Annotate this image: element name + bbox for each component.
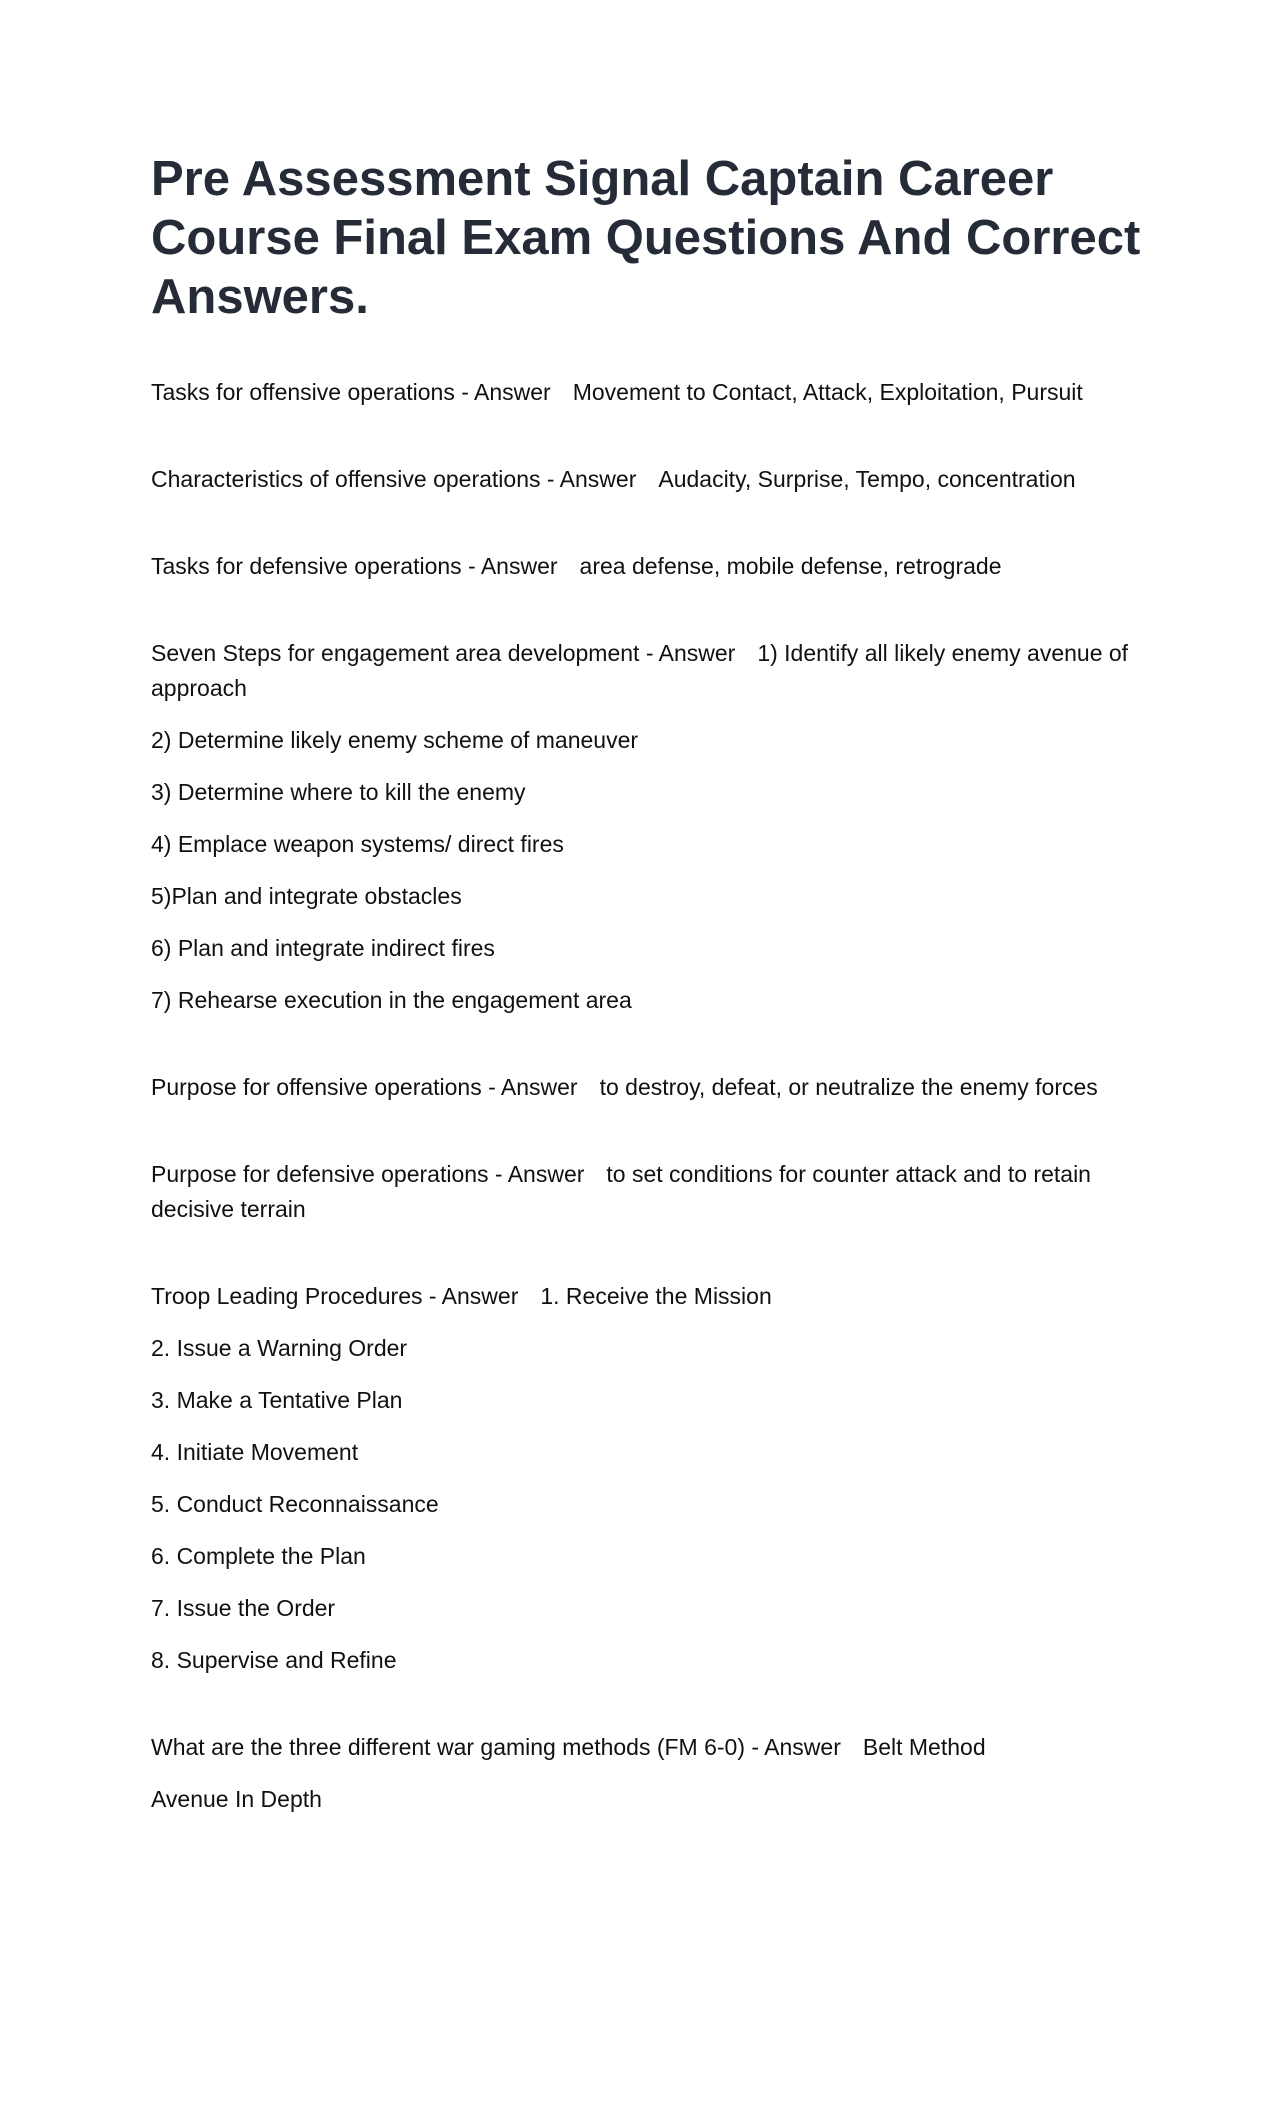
qa-item — [151, 375, 1141, 410]
document-title: Pre Assessment Signal Captain Career Course Final Exam Questions And Correct Answers. — [151, 152, 1141, 324]
question-text: Tasks for offensive operations - Answer — [151, 379, 551, 405]
answer-line: 2) Determine likely enemy scheme of maneuver — [151, 727, 639, 753]
qa-first-line — [151, 1730, 1141, 1765]
qa-item — [151, 549, 1141, 584]
qa-item — [151, 1730, 1141, 1817]
answer-line: 3. Make a Tentative Plan — [151, 1387, 403, 1413]
answer-line: 6) Plan and integrate indirect fires — [151, 935, 495, 961]
qa-item — [151, 1279, 1141, 1678]
question-text: Tasks for defensive operations - Answer — [151, 553, 558, 579]
question-text: Seven Steps for engagement area development - Answer — [151, 640, 736, 666]
document-page — [151, 150, 1141, 1817]
answer-text: 1. Receive the Mission — [540, 1283, 772, 1309]
answer-text: to destroy, defeat, or neutralize the enemy forces — [599, 1074, 1098, 1100]
answer-line: 2. Issue a Warning Order — [151, 1335, 408, 1361]
question-text: Purpose for offensive operations - Answer — [151, 1074, 578, 1100]
answer-line: 3) Determine where to kill the enemy — [151, 779, 526, 805]
question-text: Troop Leading Procedures - Answer — [151, 1283, 519, 1309]
answer-text: Movement to Contact, Attack, Exploitation, Pursuit — [572, 379, 1083, 405]
answer-text: Belt Method — [862, 1734, 986, 1760]
qa-item — [151, 1157, 1141, 1227]
answer-line: 8. Supervise and Refine — [151, 1647, 397, 1673]
answer-line: 5)Plan and integrate obstacles — [151, 883, 462, 909]
qa-first-line — [151, 462, 1141, 497]
answer-line: 4. Initiate Movement — [151, 1439, 359, 1465]
question-text: What are the three different war gaming methods (FM 6-0) - Answer — [151, 1734, 841, 1760]
qa-first-line — [151, 549, 1141, 584]
answer-text: to set conditions for counter attack and to retain decisive terrain — [151, 1161, 1091, 1222]
answer-line: 7. Issue the Order — [151, 1595, 336, 1621]
qa-item — [151, 462, 1141, 497]
answer-line: Avenue In Depth — [151, 1786, 322, 1812]
qa-item — [151, 636, 1141, 1018]
answer-text: Audacity, Surprise, Tempo, concentration — [658, 466, 1076, 492]
answer-line: 6. Complete the Plan — [151, 1543, 366, 1569]
answer-line: 5. Conduct Reconnaissance — [151, 1491, 439, 1517]
question-text: Purpose for defensive operations - Answer — [151, 1161, 585, 1187]
answer-text: 1) Identify all likely enemy avenue of approach — [151, 640, 1129, 701]
qa-first-line — [151, 1070, 1141, 1105]
qa-first-line — [151, 636, 1141, 706]
qa-list — [151, 375, 1141, 1817]
qa-first-line — [151, 1279, 1141, 1314]
answer-line: 4) Emplace weapon systems/ direct fires — [151, 831, 564, 857]
qa-first-line — [151, 375, 1141, 410]
qa-first-line — [151, 1157, 1141, 1227]
qa-item — [151, 1070, 1141, 1105]
answer-text: area defense, mobile defense, retrograde — [579, 553, 1002, 579]
answer-line: 7) Rehearse execution in the engagement area — [151, 987, 632, 1013]
question-text: Characteristics of offensive operations - Answer — [151, 466, 637, 492]
